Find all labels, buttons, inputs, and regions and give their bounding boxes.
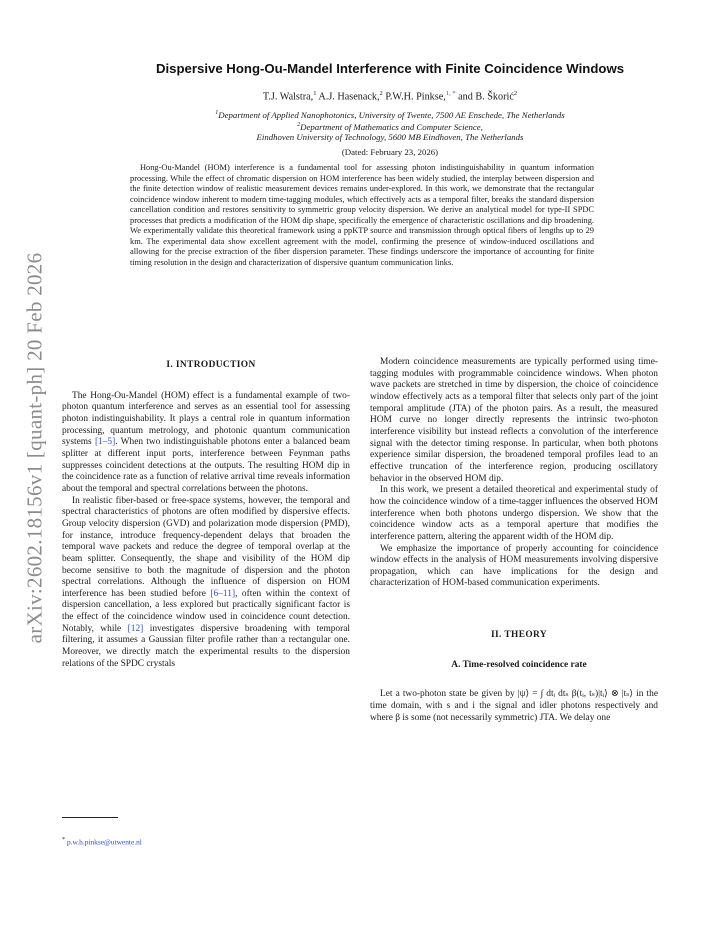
corresponding-author-link[interactable]: 1, * — [445, 90, 456, 97]
affiliation-marker: 1 — [215, 110, 219, 116]
footnote-divider — [62, 817, 118, 818]
author-name: A.J. Hasenack, — [316, 91, 380, 103]
author-list — [60, 90, 720, 102]
date-line: (Dated: February 23, 2026) — [341, 147, 439, 157]
intro-paragraph-5: We emphasize the importance of properly accounting for coincidence window effects in the analysis of HOM measurements involving dispersive propagation, which can have implications for the design and characterization of HOM-based communication experiments. — [370, 543, 658, 589]
citation-link[interactable]: [1–5] — [94, 437, 116, 448]
abstract: Hong-Ou-Mandel (HOM) interference is a fundamental tool for assessing photon indistinguishability in quantum information processing. While the effect of chromatic dispersion on HOM interference has been widely studied, the interplay between dispersion and the finite detection window of realistic measurement devices remains under-explored. In this work, we demonstrate that the rectangular coincidence window inherent to modern time-tagging modules, which effectively acts as a temporal filter, breaks the standard dispersion cancellation condition and restores sensitivity to symmetric group velocity dispersion. We derive an analytical model for type-II SPDC processes that predicts a modification of the HOM dip shape, specifically the emergence of characteristic oscillations and dip broadening. We experimentally validate this theoretical framework using a ppKTP source and transmission through optical fibers of lengths up to 29 km. The experimental data show excellent agreement with the model, confirming the presence of window-induced oscillations and allowing for the precise extraction of the fiber dispersion parameter. These findings underscore the importance of accounting for finite timing resolution in the design and characterization of dispersive quantum communication links. — [130, 163, 594, 267]
affiliation-marker: 1 — [313, 90, 317, 97]
affiliation-marker: 2 — [513, 90, 518, 97]
intro-paragraph-3: Modern coincidence measurements are typically performed using time-tagging modules with programmable coincidence windows. When photon wave packets are stretched in time by dispersion, the choice of coincidence window effectively acts as a temporal filter that selects only part of the joint temporal amplitude (JTA) of the photon pairs. As a result, the measured HOM curve no longer directly represents the intrinsic two-photon interference visibility but instead reflects a convolution of the interference signal with the detector timing response. In particular, when both photons experience similar dispersion, the broadened temporal profiles lead to an effective truncation of the interference region, producing oscillatory behavior in the observed HOM dip. — [370, 357, 658, 484]
footnote-marker: * — [62, 837, 66, 843]
author-name: T.J. Walstra, — [262, 91, 314, 103]
section-heading-theory: II. THEORY — [490, 630, 548, 641]
author-name: P.W.H. Pinkse, — [382, 91, 446, 103]
intro-paragraph-2 — [62, 496, 350, 671]
affiliation-marker: 2 — [379, 90, 383, 97]
left-column — [62, 360, 350, 670]
citation-link[interactable]: [12] — [127, 623, 144, 634]
affiliation-text: Department of Applied Nanophotonics, University of Twente, 7500 AE Enschede, The Netherlands — [218, 109, 565, 120]
paragraph-text: , often within the context of dispersion cancellation, a less explored but practically significant factor is the effect of the coincidence window used in coincidence count detection. Notably, while — [62, 588, 350, 634]
intro-paragraph-1 — [62, 391, 350, 496]
theory-paragraph-1: Let a two-photon state be given by |ψ⟩ = ∫ dtᵢ dtₛ β(tᵢ, tₛ)|tᵢ⟩ ⊗ |tₛ⟩ in the time domain, with s and i the signal and idler photons respectively and where β is some (not necessarily symmetric) JTA. We delay one — [370, 689, 658, 723]
section-heading-introduction: I. INTRODUCTION — [166, 360, 256, 370]
email-link[interactable]: p.w.h.pinkse@utwente.nl — [66, 837, 142, 847]
affiliation-marker: 2 — [297, 122, 301, 128]
right-column — [370, 357, 658, 724]
citation-link[interactable]: [6–11] — [210, 588, 236, 599]
arxiv-sidebar — [22, 238, 48, 658]
paragraph-text: . When two indistinguishable photons enter a balanced beam splitter at different input ports, interference between Feynman paths suppresses coincident detections at the outputs. The resulting HOM dip in the coincidence rate as a function of relative arrival time reveals information about the temporal and spectral correlations between the photons. — [62, 437, 350, 494]
subsection-heading: A. Time-resolved coincidence rate — [451, 659, 587, 670]
footnote — [62, 837, 142, 846]
paper-title: Dispersive Hong-Ou-Mandel Interference with Finite Coincidence Windows — [155, 61, 625, 76]
paragraph-text: The Hong-Ou-Mandel (HOM) effect is a fundamental example of two-photon quantum interference and serves as an essential tool for assessing photon indistinguishability. It plays a central role in quantum information processing, quantum metrology, and photonic quantum communication systems — [62, 390, 350, 448]
arxiv-identifier: arXiv:2602.18156v1 [quant-ph] 20 Feb 2026 — [22, 252, 47, 644]
affiliation-text: Department of Mathematics and Computer Science, — [300, 121, 483, 132]
author-name: and B. Škorić — [455, 91, 514, 103]
paragraph-text: In realistic fiber-based or free-space systems, however, the temporal and spectral characteristics of photons are often modified by dispersive effects. Group velocity dispersion (GVD) and polarization mode dispersion (PMD), for instance, introduce frequency-dependent delays that broaden the temporal wave packets and reduce the degree of temporal overlap at the beam splitter. Consequently, the shape and visibility of the HOM dip become sensitive to both the magnitude of dispersion and the photon spectral correlations. Although the influence of dispersion on HOM interference has been studied before — [62, 495, 350, 599]
affiliation-2-address: Eindhoven University of Technology, 5600 MB Eindhoven, The Netherlands — [256, 132, 524, 142]
intro-paragraph-4: In this work, we present a detailed theoretical and experimental study of how the coincidence window of a time-tagger influences the observed HOM interference when both photons undergo dispersion. We show that the coincidence window acts as a temporal aperture that modifies the interference pattern, altering the apparent width of the HOM dip. — [370, 485, 658, 542]
paragraph-text: investigates dispersive broadening with temporal filtering, it assumes a Gaussian filter profile rather than a rectangular one. Moreover, we directly match the experimental results to the dispersion relations of the SPDC crystals — [62, 623, 350, 669]
affiliation-marker — [446, 90, 456, 97]
